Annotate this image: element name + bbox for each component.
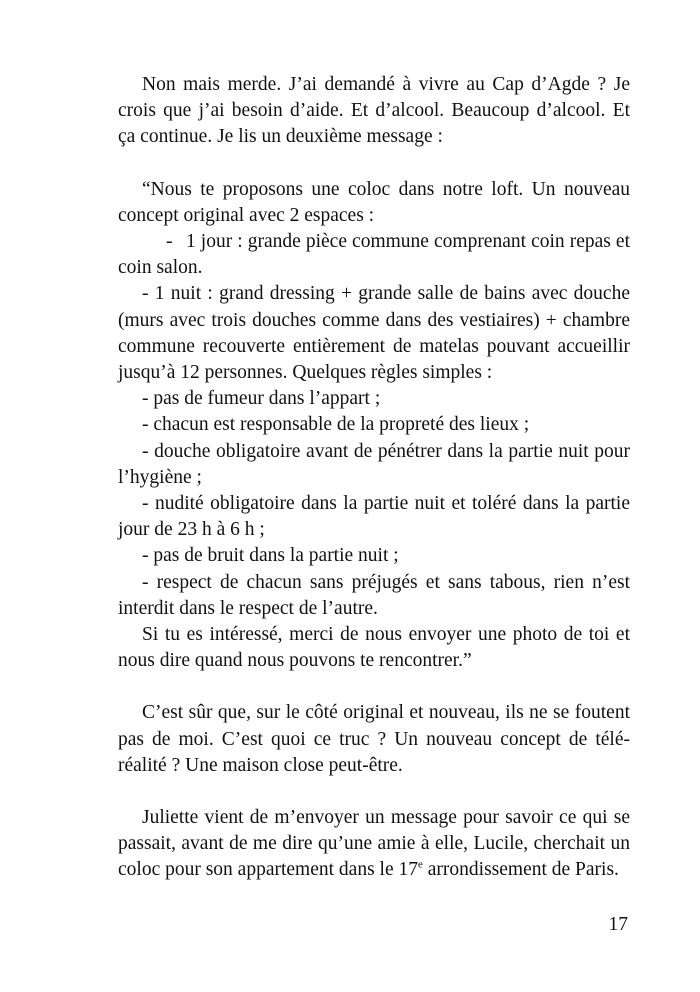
- list-item-day-text: 1 jour : grande pièce commune comprenant coin repas et coin salon.: [118, 231, 630, 279]
- list-item-night: - 1 nuit : grand dressing + grande salle de bains avec douche (murs avec trois douches comme dans des vestiaires) + chambre commune recouverte entièrement de matelas pouvant accueillir jusqu’à 12 personnes. Quelques règles simples :: [118, 283, 630, 384]
- rule-no-smoking: - pas de fumeur dans l’appart ;: [142, 388, 381, 410]
- paragraph-message-intro: “Nous te proposons une coloc dans notre loft. Un nouveau concept original avec 2 espaces :: [118, 178, 630, 226]
- ordinal-suffix: e: [418, 858, 423, 871]
- paragraph-1: Non mais merde. J’ai demandé à vivre au Cap d’Agde ? Je crois que j’ai besoin d’aide. Et d’alcool. Beaucoup d’alcool. Et ça continue. Je lis un deuxième message :: [118, 74, 630, 148]
- paragraph-juliette: [118, 805, 630, 884]
- rule-respect: - respect de chacun sans préjugés et sans tabous, rien n’est interdit dans le respect de l’autre.: [118, 571, 630, 619]
- list-dash: -: [166, 231, 173, 253]
- paragraph-juliette-end: arrondissement de Paris.: [422, 859, 619, 881]
- list-item-day: [118, 229, 630, 281]
- body-text: [118, 72, 630, 884]
- paragraph-juliette-text: Juliette vient de m’envoyer un message pour savoir ce qui se passait, avant de me dire qu’une amie à elle, Lucile, cherchait un coloc pour son appartement dans le 17: [118, 807, 630, 881]
- paragraph-message-closing: Si tu es intéressé, merci de nous envoyer une photo de toi et nous dire quand nous pouvons te rencontrer.”: [118, 624, 630, 672]
- rule-cleanliness: - chacun est responsable de la propreté des lieux ;: [142, 414, 530, 436]
- rule-no-noise: - pas de bruit dans la partie nuit ;: [142, 545, 399, 567]
- paragraph-reaction: C’est sûr que, sur le côté original et nouveau, ils ne se foutent pas de moi. C’est quoi ce truc ? Un nouveau concept de télé-réalité ? Une maison close peut-être.: [118, 702, 630, 776]
- rule-shower: - douche obligatoire avant de pénétrer dans la partie nuit pour l’hygiène ;: [118, 440, 630, 488]
- rule-nudity: - nudité obligatoire dans la partie nuit et toléré dans la partie jour de 23 h à 6 h ;: [118, 493, 630, 541]
- page-number: 17: [608, 914, 628, 935]
